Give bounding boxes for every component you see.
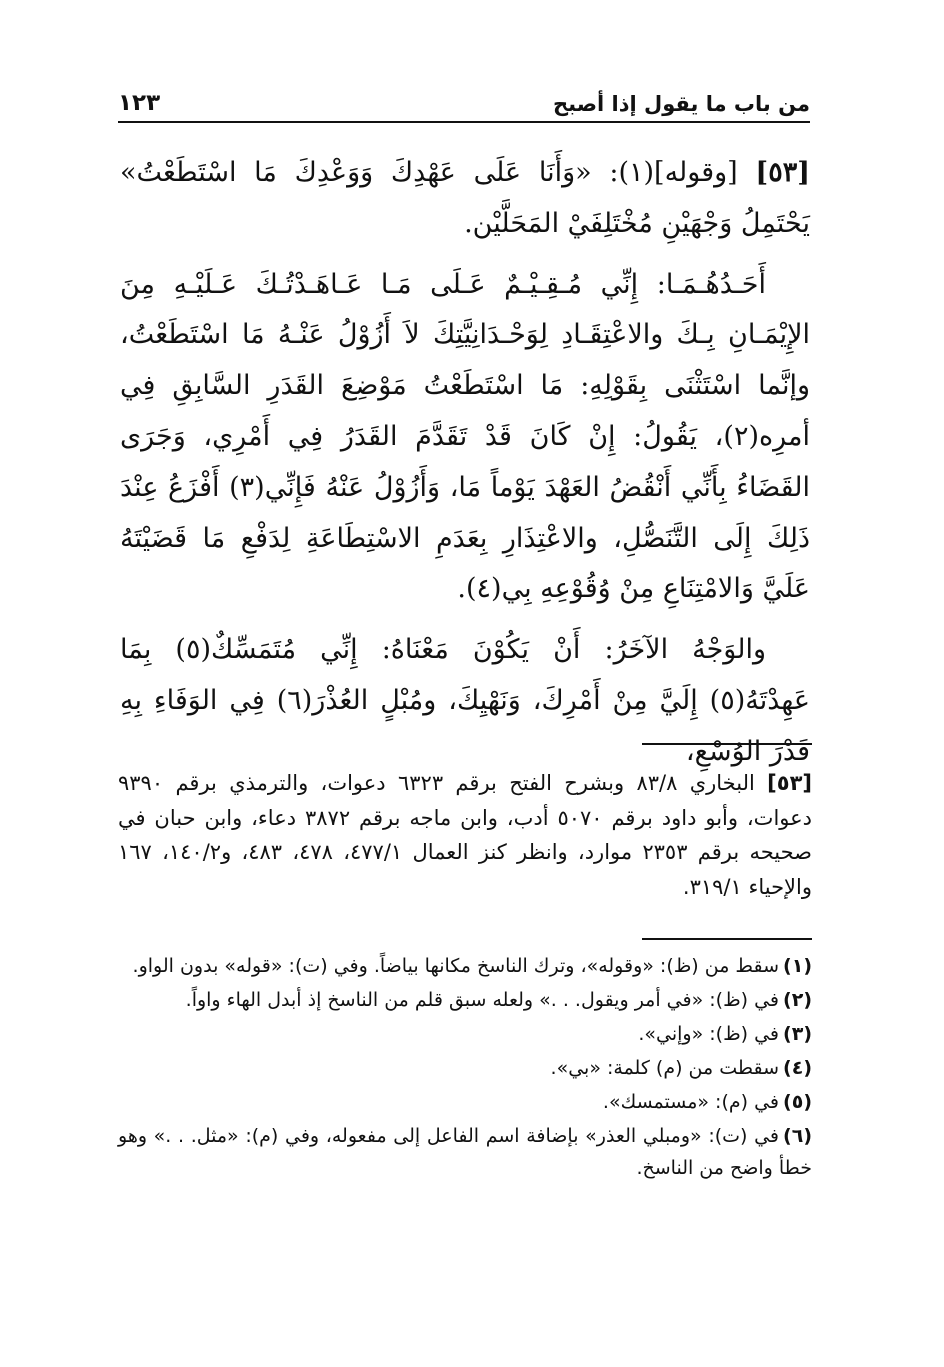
running-title: من باب ما يقول إذا أصبح: [553, 92, 810, 116]
footnote-text: في (ظ): «وإني».: [638, 1023, 780, 1045]
footnote-number: (١): [783, 955, 812, 977]
header-rule: [118, 121, 810, 123]
footnote-number: (٦): [783, 1125, 812, 1147]
footnote-number: (٢): [783, 989, 812, 1011]
hadith-number: [٥٣]: [755, 157, 810, 188]
footnote: [118, 950, 812, 982]
footnote: [118, 1086, 812, 1118]
footnotes-separator: [642, 938, 812, 940]
page-number: ١٢٣: [118, 90, 161, 116]
main-text: [120, 148, 810, 778]
main-paragraph-1-text: [وقوله](١): «وَأَنَا عَلَى عَهْدِكَ وَوَعْدِكَ مَا اسْتَطَعْتُ» يَحْتَمِلُ وَجْهَيْنِ مُخْتَلِفَيْ المَحَلَّيْن.: [120, 157, 810, 239]
footnote: [118, 1052, 812, 1084]
footnote-number: (٣): [783, 1023, 812, 1045]
footnotes: [118, 950, 812, 1186]
footnote-number: (٤): [783, 1057, 812, 1079]
main-paragraph-2: أَحَـدُهُـمَـا: إِنِّي مُـقِـيْـمٌ عَـلَى مَـا عَـاهَـدْتُـكَ عَـلَيْـهِ مِنَ الإِيْمَـانِ بِـكَ والاعْتِقَـادِ لِوَحْـدَانِيَّتِكَ لاَ أَزُوْلُ عَنْـهُ مَا اسْتَطَعْتُ، وإنَّما اسْتَثْنَى بِقَوْلِهِ: مَا اسْتَطَعْتُ مَوْضِعَ القَدَرِ السَّابِقِ فِي أمرِه(٢)، يَقُولُ: إِنْ كَانَ قَدْ تَقَدَّمَ القَدَرُ فِي أَمْرِي، وَجَرَى القَضَاءُ بِأَنِّي أَنْقُضُ العَهْدَ يَوْماً مَا، وَأَزُوْلُ عَنْهُ فَإِنِّي(٣) أَفْزَعُ عِنْدَ ذَلِكَ إِلَى التَّنَصُّلِ، والاعْتِذَارِ بِعَدَمِ الاسْتِطَاعَةِ لِدَفْعِ مَا قَضَيْتَهُ عَلَيَّ وَالامْتِنَاعِ مِنْ وُقُوْعِهِ بِي(٤).: [120, 268, 810, 605]
footnote-text: في (ت): «ومبلي العذر» بإضافة اسم الفاعل إلى مفعوله، وفي (م): «مثل. . .» وهو خطأ واضح من الناسخ.: [118, 1125, 812, 1179]
footnote: [118, 984, 812, 1016]
footnote: [118, 1120, 812, 1184]
main-paragraph-3: والوَجْهُ الآخَرُ: أَنْ يَكُوْنَ مَعْنَاهُ: إِنِّي مُتَمَسِّكٌ(٥) بِمَا عَهِدْتَهُ(٥) إِلَيَّ مِنْ أَمْرِكَ، وَنَهْيِكَ، ومُبْلٍ العُذْرَ(٦) فِي الوَفَاءِ بِهِ قَدْرَ الوُسْعِ،: [120, 634, 810, 767]
footnote-number: (٥): [783, 1091, 812, 1113]
footnote-text: في (م): «مستمسك».: [602, 1091, 780, 1113]
takhrij-block: [118, 766, 812, 904]
footnote-text: في (ظ): «في أمر ويقول. . .» ولعله سبق قلم من الناسخ إذ أبدل الهاء واواً.: [185, 989, 780, 1011]
footnote-text: سقط من (ظ): «وقوله»، وترك الناسخ مكانها بياضاً. وفي (ت): «قوله» بدون الواو.: [132, 955, 780, 977]
takhrij-hadith-number: [٥٣]: [767, 771, 812, 795]
footnote-text: سقطت من (م) كلمة: «بي».: [550, 1057, 780, 1079]
takhrij-text: [118, 766, 812, 904]
running-header: [118, 84, 810, 116]
takhrij-body: البخاري ٨٣/٨ وبشرح الفتح برقم ٦٣٢٣ دعوات، والترمذي برقم ٩٣٩٠ دعوات، وأبو داود برقم ٥٠٧٠ أدب، وابن ماجه برقم ٣٨٧٢ دعاء، وابن حبان في صحيحه برقم ٢٣٥٣ موارد، وانظر كنز العمال ٤٧٧/١، ٤٧٨، ٤٨٣، و١٤٠/٢، ١٦٧ والإحياء ٣١٩/١.: [118, 771, 813, 899]
footnote: [118, 1018, 812, 1050]
main-paragraph-1: [120, 148, 810, 250]
takhrij-separator: [642, 743, 812, 745]
